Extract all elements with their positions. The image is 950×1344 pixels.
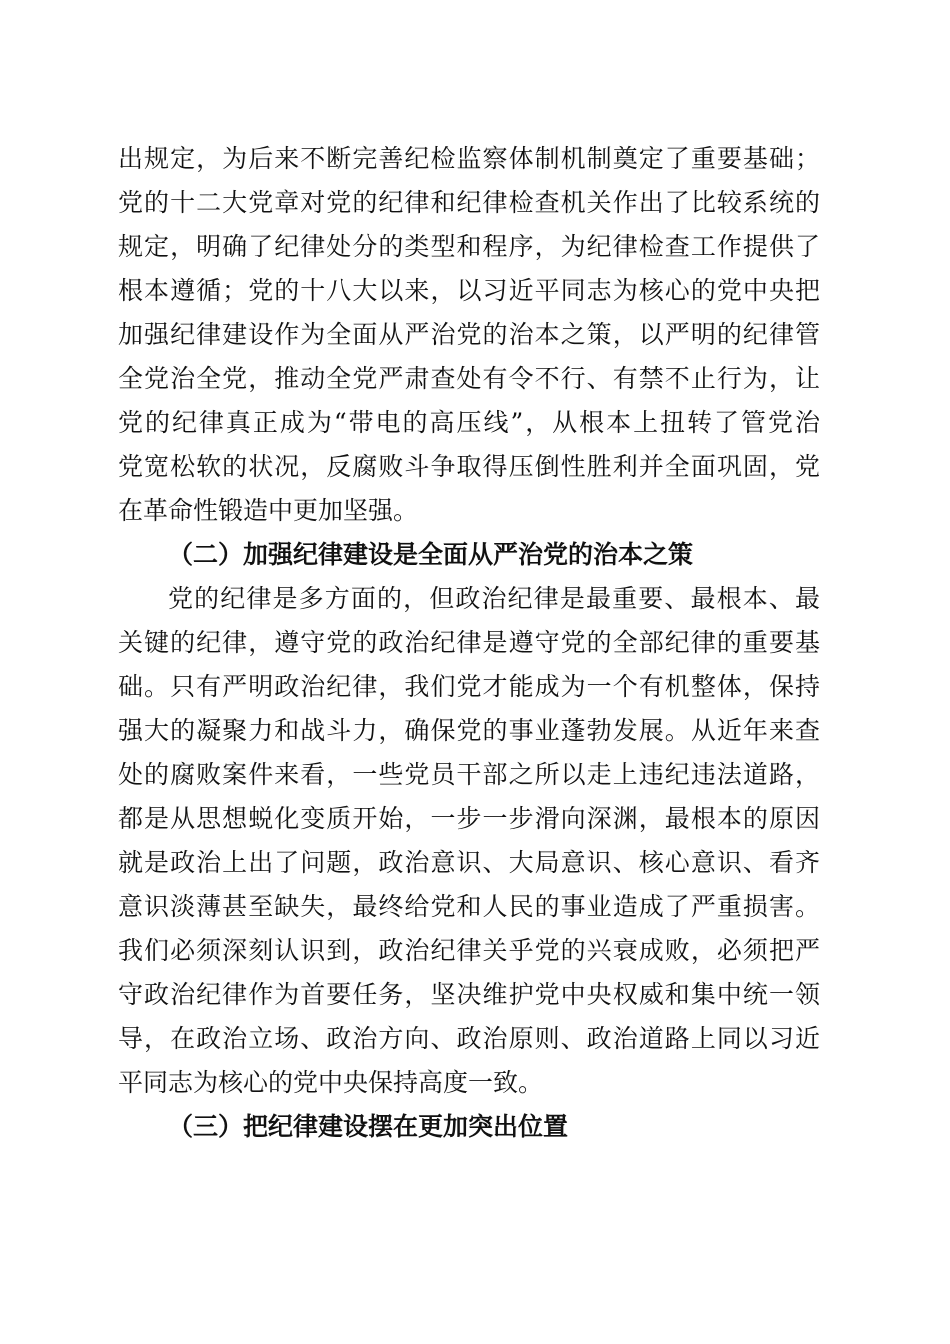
paragraph-line: 我们必须深刻认识到，政治纪律关乎党的兴衰成败，必须把严 [118,936,820,965]
paragraph-line: 党的纪律是多方面的，但政治纪律是最重要、最根本、最 [168,584,820,613]
section-heading: （三）把纪律建设摆在更加突出位置 [168,1112,569,1141]
paragraph-line: 规定，明确了纪律处分的类型和程序，为纪律检查工作提供了 [118,232,820,261]
paragraph-line: 础。只有严明政治纪律，我们党才能成为一个有机整体，保持 [118,672,820,701]
section-heading: （二）加强纪律建设是全面从严治党的治本之策 [168,540,694,569]
paragraph-line: 党宽松软的状况，反腐败斗争取得压倒性胜利并全面巩固，党 [118,452,820,481]
paragraph-line: 党的十二大党章对党的纪律和纪律检查机关作出了比较系统的 [118,188,820,217]
paragraph-line: 关键的纪律，遵守党的政治纪律是遵守党的全部纪律的重要基 [118,628,820,657]
paragraph-line: 处的腐败案件来看，一些党员干部之所以走上违纪违法道路， [118,760,820,789]
paragraph-line: 出规定，为后来不断完善纪检监察体制机制奠定了重要基础； [118,144,820,173]
document-body [118,137,820,1149]
paragraph-line: 全党治全党，推动全党严肃查处有令不行、有禁不止行为，让 [118,364,820,393]
paragraph-line: 守政治纪律作为首要任务，坚决维护党中央权威和集中统一领 [118,980,820,1009]
paragraph-line: 意识淡薄甚至缺失，最终给党和人民的事业造成了严重损害。 [118,892,820,921]
paragraph-line: 加强纪律建设作为全面从严治党的治本之策，以严明的纪律管 [118,320,820,349]
paragraph-line: 在革命性锻造中更加坚强。 [118,496,419,525]
paragraph-line: 导，在政治立场、政治方向、政治原则、政治道路上同以习近 [118,1024,820,1053]
paragraph-line: 根本遵循；党的十八大以来，以习近平同志为核心的党中央把 [118,276,820,305]
paragraph-line: 平同志为核心的党中央保持高度一致。 [118,1068,544,1097]
paragraph-line: 都是从思想蜕化变质开始，一步一步滑向深渊，最根本的原因 [118,804,820,833]
paragraph-line: 党的纪律真正成为“带电的高压线”，从根本上扭转了管党治 [118,408,820,437]
paragraph-line: 强大的凝聚力和战斗力，确保党的事业蓬勃发展。从近年来查 [118,716,820,745]
paragraph-line: 就是政治上出了问题，政治意识、大局意识、核心意识、看齐 [118,848,820,877]
